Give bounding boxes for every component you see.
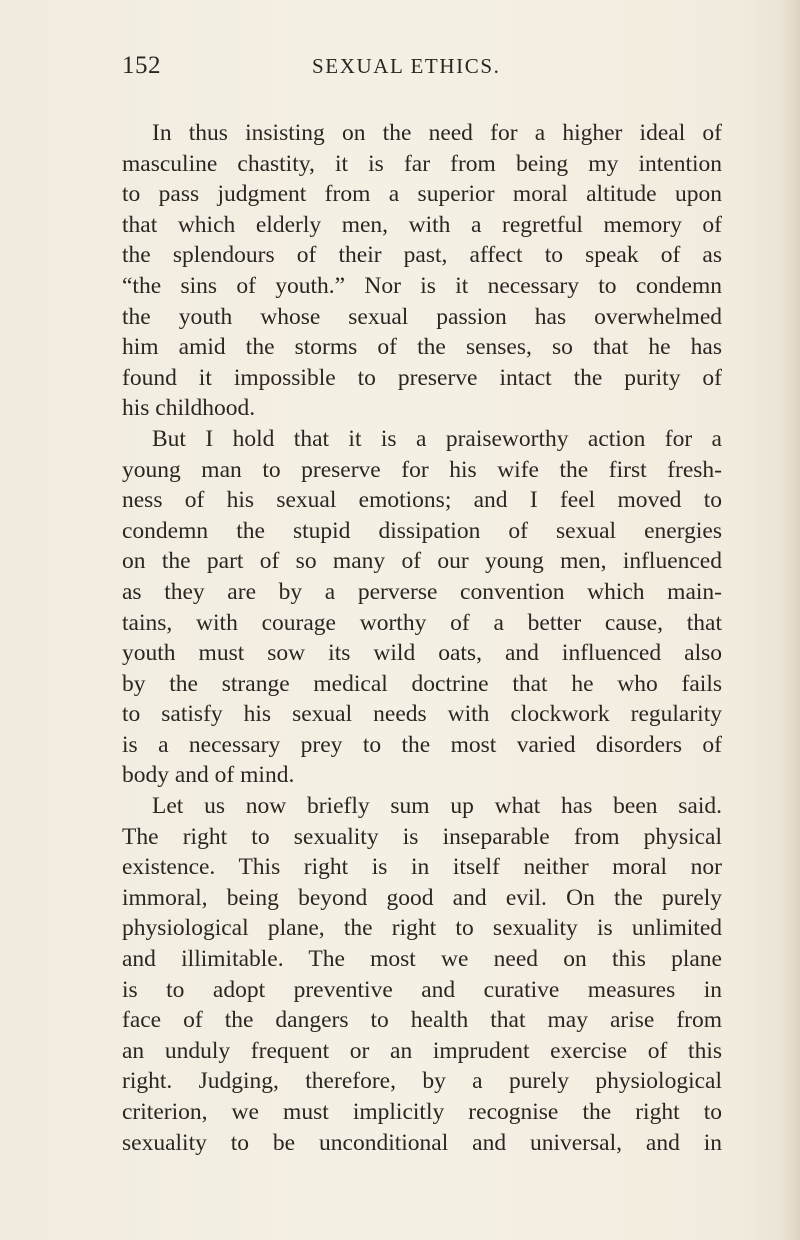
text-line: him amid the storms of the senses, so that he has (122, 334, 722, 361)
text-line: by the strange medical doctrine that he who fails (122, 670, 722, 697)
running-head (122, 52, 722, 92)
text-line: criterion, we must implicitly recognise the right to (122, 1099, 722, 1125)
text-line: sexuality to be unconditional and universal, and in (122, 1129, 722, 1156)
text-line: existence. This right is in itself neither moral nor (122, 854, 722, 881)
page-edge-shadow (782, 0, 800, 1240)
text-line: an unduly frequent or an imprudent exercise of this (122, 1037, 722, 1064)
text-line: In thus insisting on the need for a higher ideal of (152, 120, 722, 146)
text-line: found it impossible to preserve intact the purity of (122, 364, 722, 391)
text-line: face of the dangers to health that may arise from (122, 1007, 722, 1034)
text-line: condemn the stupid dissipation of sexual energies (122, 517, 722, 544)
text-line: body and of mind. (122, 762, 295, 789)
text-line: youth must sow its wild oats, and influenced also (122, 640, 722, 667)
text-line: is a necessary prey to the most varied disorders of (122, 731, 722, 758)
page-number: 152 (122, 52, 161, 79)
text-line: immoral, being beyond good and evil. On the purely (122, 884, 722, 911)
text-line: Let us now briefly sum up what has been said. (152, 793, 722, 820)
text-line: young man to preserve for his wife the first fresh- (122, 456, 722, 483)
body-text (122, 118, 722, 1158)
text-line: physiological plane, the right to sexuality is unlimited (122, 915, 722, 942)
text-line: that which elderly men, with a regretful memory of (122, 211, 722, 238)
text-line: to satisfy his sexual needs with clockwork regularity (122, 701, 722, 728)
text-line: and illimitable. The most we need on this plane (122, 946, 722, 973)
text-line: right. Judging, therefore, by a purely physiological (122, 1068, 722, 1095)
running-title: SEXUAL ETHICS. (312, 54, 501, 78)
text-line: masculine chastity, it is far from being my intention (122, 150, 722, 177)
text-line: the splendours of their past, affect to speak of as (122, 242, 722, 269)
text-line: his childhood. (122, 395, 256, 422)
text-line: as they are by a perverse convention which main- (122, 578, 722, 605)
text-line: The right to sexuality is inseparable from physical (122, 823, 722, 850)
text-line: tains, with courage worthy of a better cause, that (122, 609, 722, 636)
text-line: on the part of so many of our young men, influenced (122, 548, 722, 575)
text-line: the youth whose sexual passion has overwhelmed (122, 303, 722, 330)
text-line: ness of his sexual emotions; and I feel moved to (122, 487, 722, 514)
text-line: to pass judgment from a superior moral altitude upon (122, 181, 722, 208)
text-line: is to adopt preventive and curative measures in (122, 976, 722, 1003)
text-line: “the sins of youth.” Nor is it necessary to condemn (122, 272, 722, 299)
text-line: But I hold that it is a praiseworthy action for a (152, 425, 722, 452)
